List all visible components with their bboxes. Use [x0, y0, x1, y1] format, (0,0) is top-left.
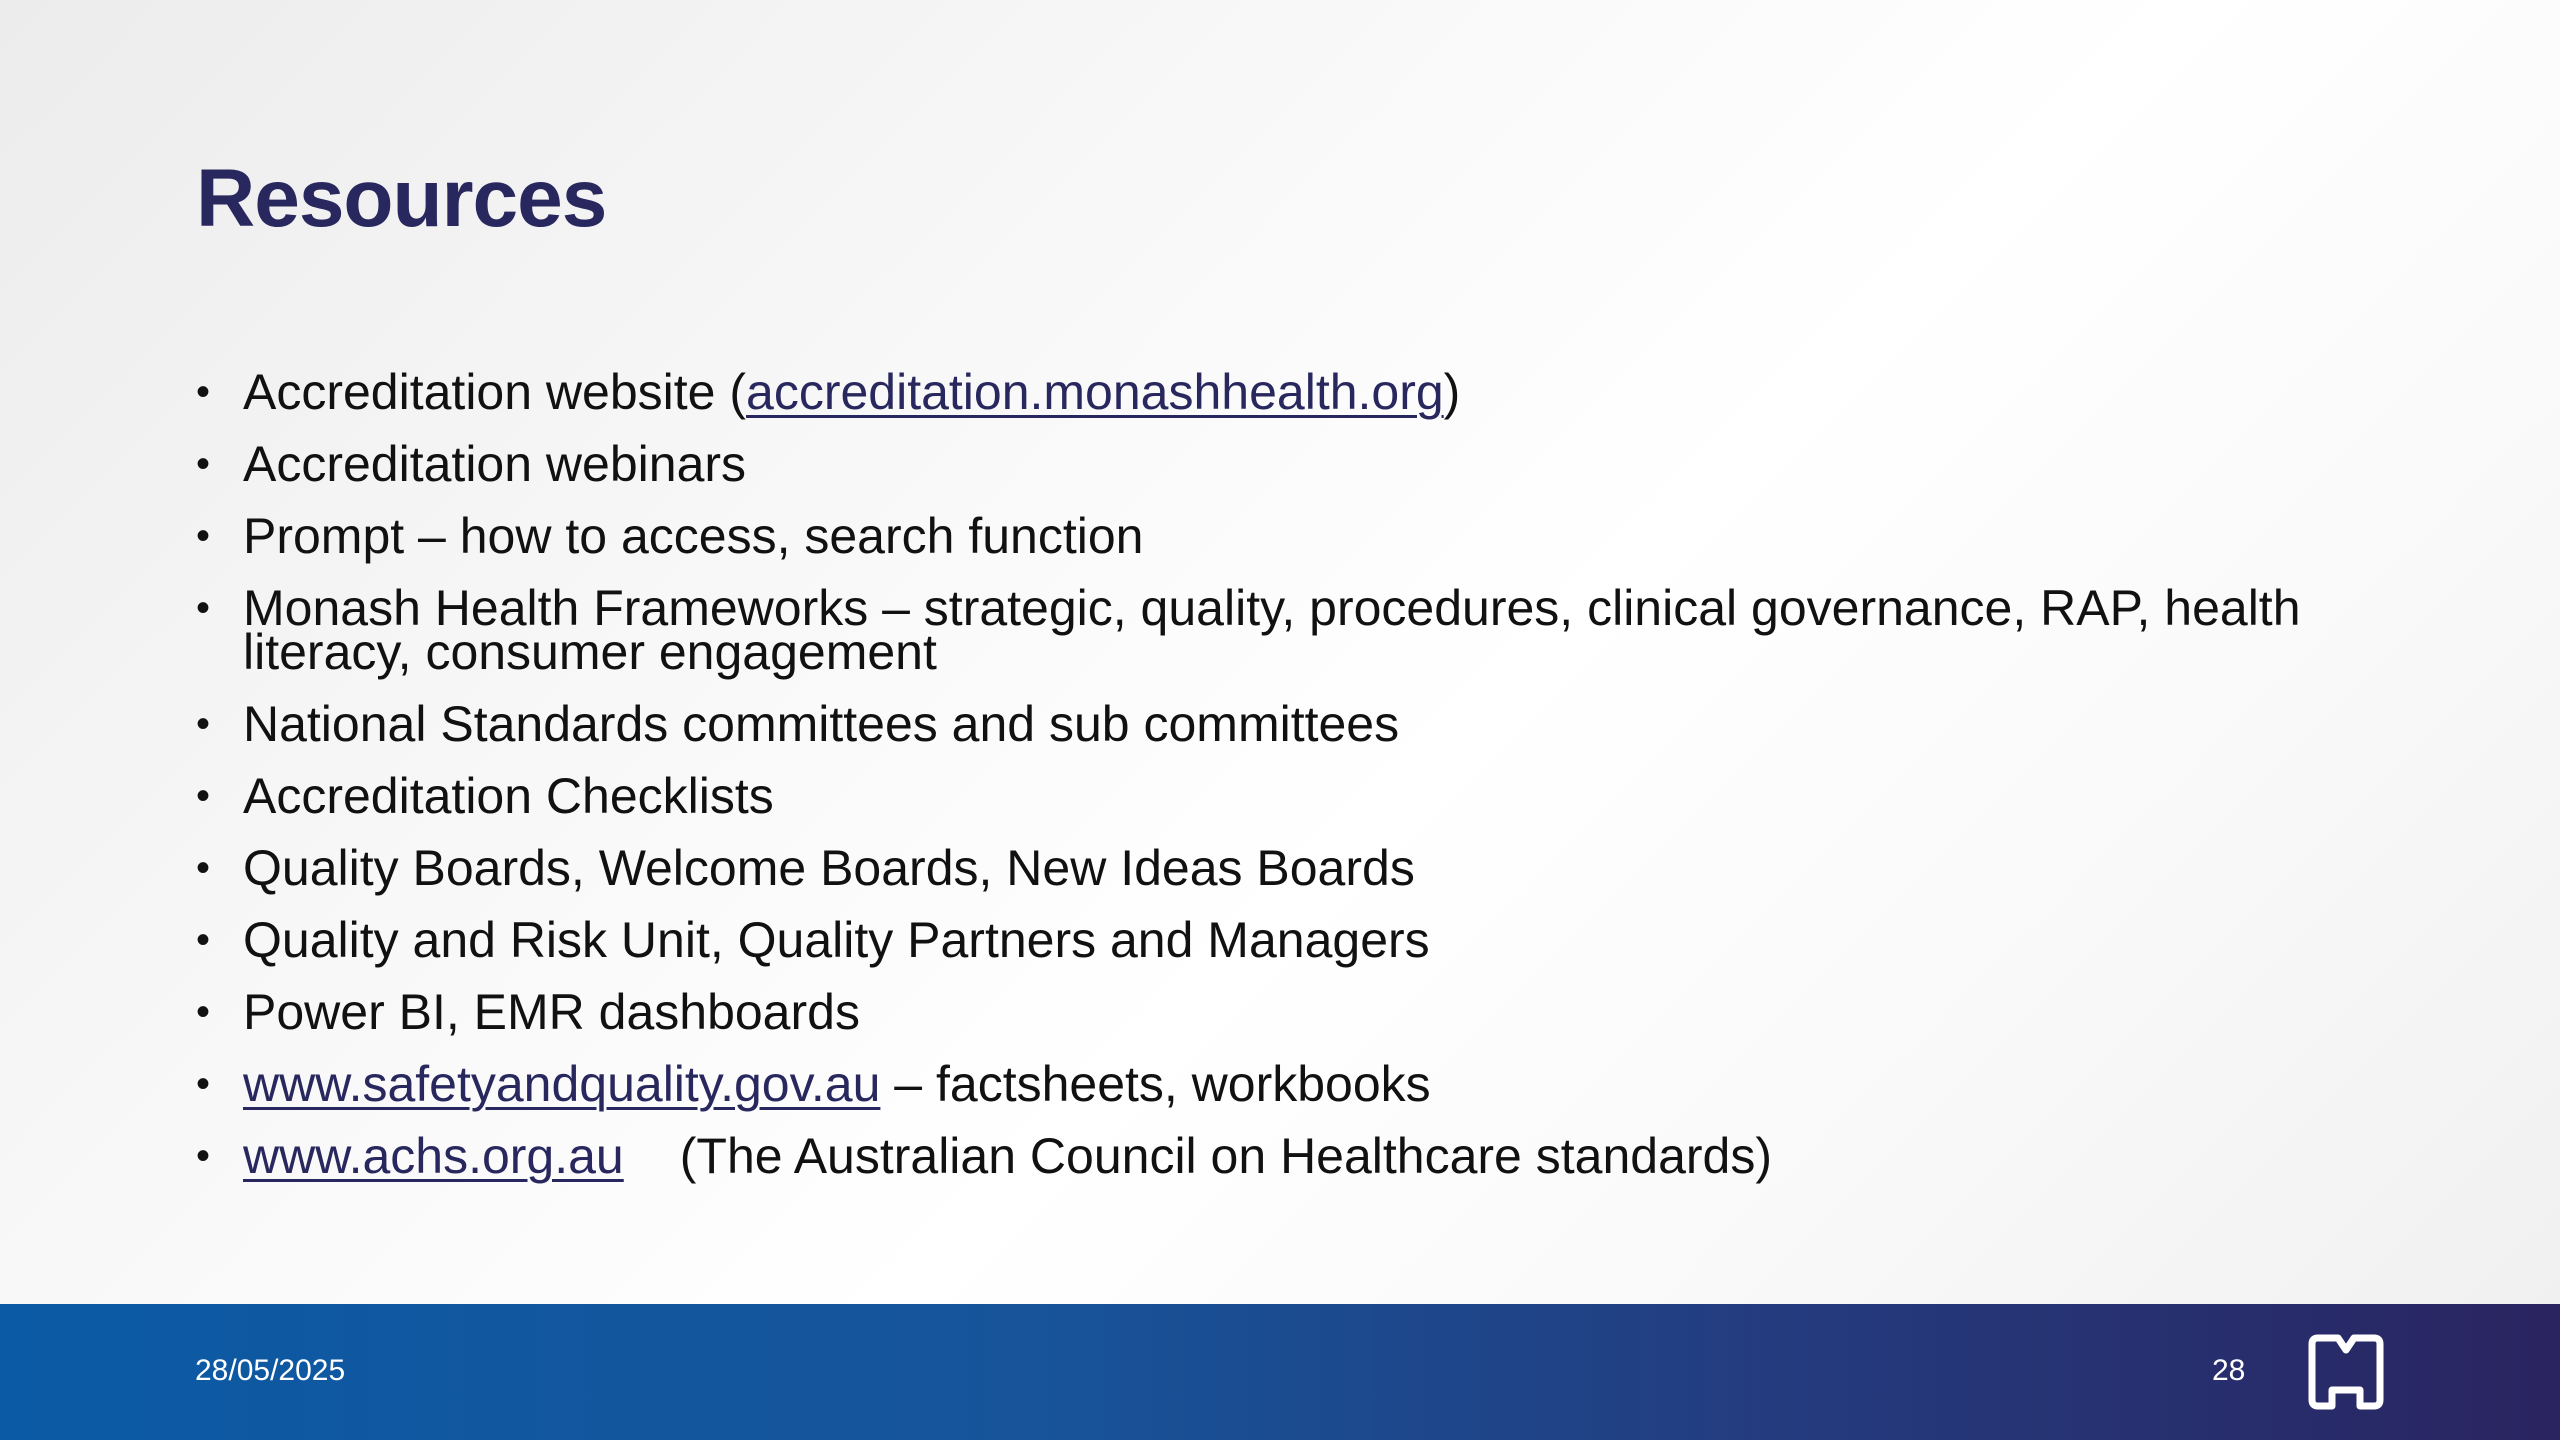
list-item	[196, 1122, 2376, 1194]
list-item	[196, 430, 2376, 502]
list-item-text: Power BI, EMR dashboards	[243, 984, 860, 1040]
list-item	[196, 574, 2376, 690]
list-item	[196, 1050, 2376, 1122]
bullet-icon: •	[196, 370, 211, 414]
bullet-icon: •	[196, 702, 211, 746]
list-item-text: National Standards committees and sub committees	[243, 696, 1400, 752]
list-item	[196, 690, 2376, 762]
footer-bar	[0, 1304, 2560, 1440]
list-item-text: Accreditation webinars	[243, 436, 747, 492]
monash-health-logo-icon	[2308, 1332, 2384, 1412]
slide-title: Resources	[196, 153, 607, 244]
list-item	[196, 978, 2376, 1050]
list-item-text: Quality and Risk Unit, Quality Partners and Managers	[243, 912, 1430, 968]
list-item-text: Accreditation Checklists	[243, 768, 774, 824]
bullet-icon: •	[196, 586, 211, 630]
footer-date: 28/05/2025	[195, 1354, 346, 1387]
list-item	[196, 834, 2376, 906]
list-item-text: – factsheets, workbooks	[880, 1056, 1431, 1112]
achs-link[interactable]: www.achs.org.au	[243, 1128, 624, 1184]
bullet-icon: •	[196, 1134, 211, 1178]
accreditation-website-link[interactable]: accreditation.monashhealth.org	[746, 364, 1444, 420]
bullet-icon: •	[196, 774, 211, 818]
list-item	[196, 358, 2376, 430]
list-item-text: Accreditation website (	[243, 364, 747, 420]
resource-list	[196, 358, 2376, 1194]
bullet-icon: •	[196, 990, 211, 1034]
list-item	[196, 502, 2376, 574]
list-item-text: )	[1443, 364, 1461, 420]
list-item-text: Prompt – how to access, search function	[243, 508, 1144, 564]
list-item-text: (The Australian Council on Healthcare standards)	[679, 1128, 1772, 1184]
safety-and-quality-link[interactable]: www.safetyandquality.gov.au	[243, 1056, 881, 1112]
bullet-icon: •	[196, 918, 211, 962]
list-item-text: Quality Boards, Welcome Boards, New Ideas Boards	[243, 840, 1415, 896]
bullet-icon: •	[196, 514, 211, 558]
bullet-icon: •	[196, 846, 211, 890]
bullet-icon: •	[196, 1062, 211, 1106]
list-item	[196, 906, 2376, 978]
bullet-icon: •	[196, 442, 211, 486]
page-number: 28	[2212, 1354, 2246, 1387]
list-item-text: Monash Health Frameworks – strategic, quality, procedures, clinical governance, RAP, health literacy, consumer engagement	[243, 580, 2301, 680]
list-item	[196, 762, 2376, 834]
